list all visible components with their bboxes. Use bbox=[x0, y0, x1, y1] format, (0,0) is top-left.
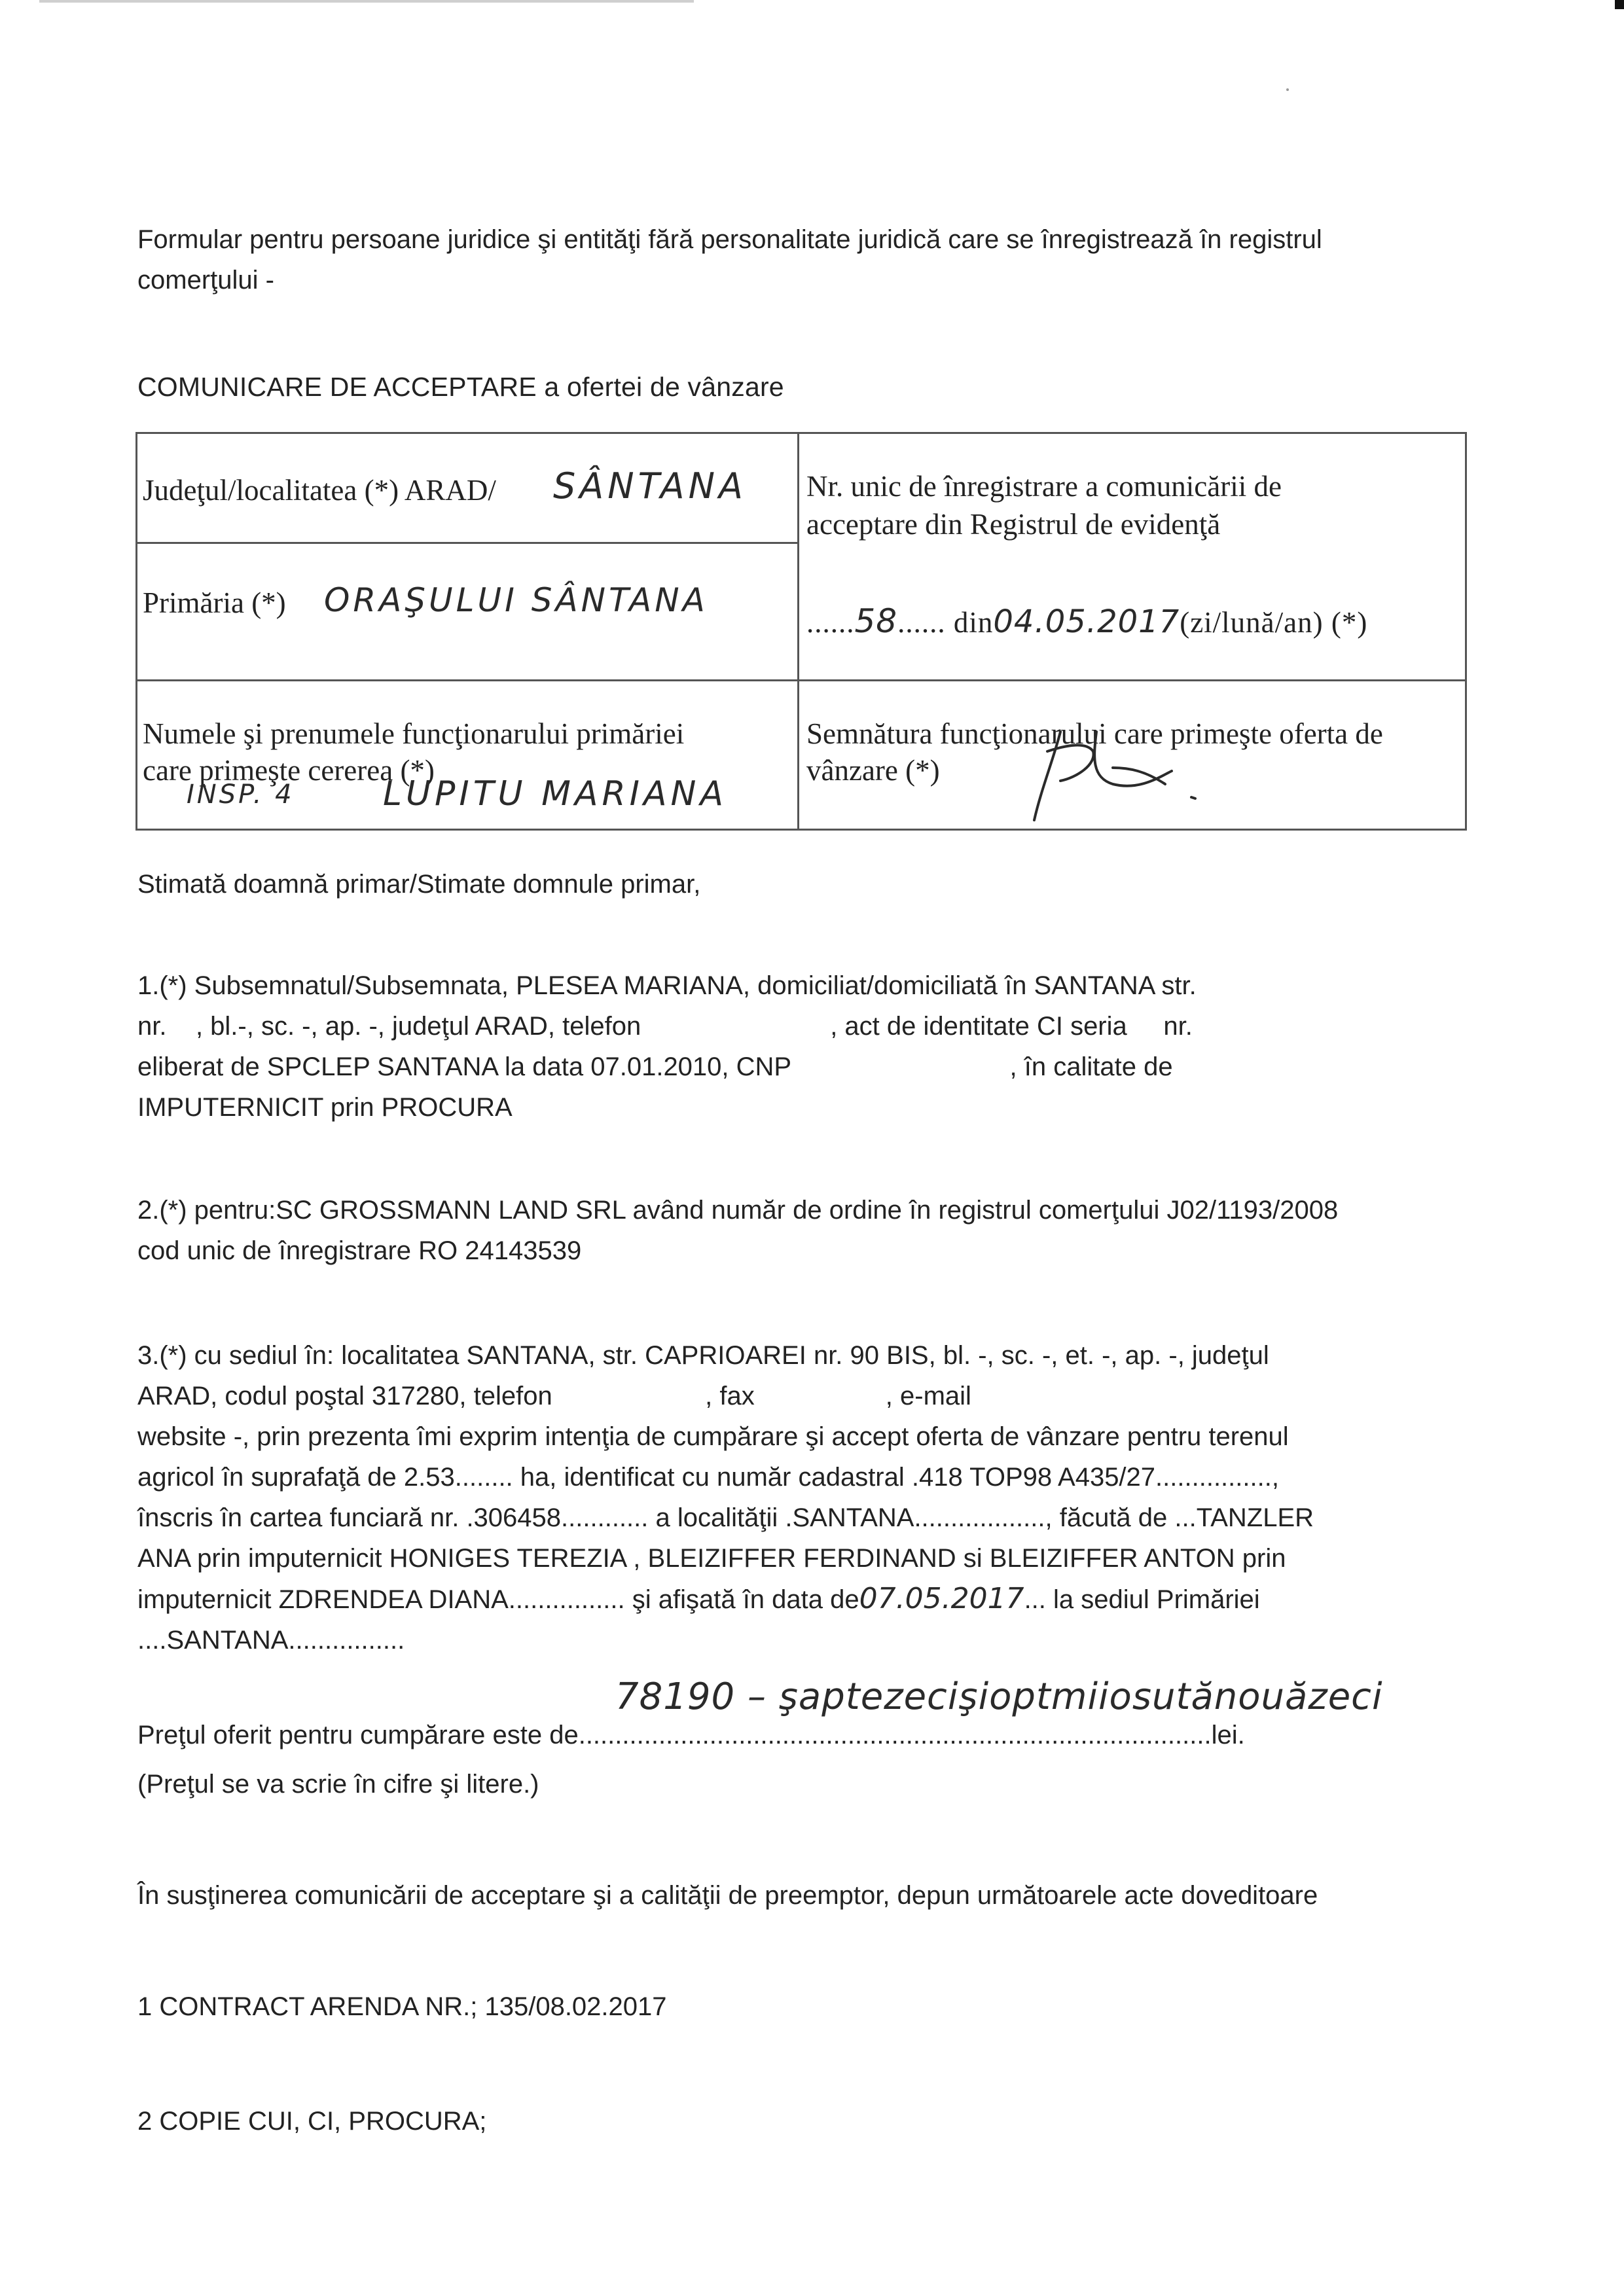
document-title-rest: a ofertei de vânzare bbox=[536, 372, 784, 402]
document-title-strong: COMUNICARE DE ACCEPTARE bbox=[137, 372, 537, 402]
primaria-label: Primăria (*) bbox=[143, 586, 286, 619]
price-unit: lei. bbox=[1211, 1721, 1245, 1749]
paragraph-1 bbox=[137, 965, 1512, 1128]
p3-line-2: ARAD, codul poştal 317280, telefon , fax , e-mail bbox=[137, 1376, 1512, 1416]
scan-corner-mark bbox=[1615, 0, 1624, 9]
nr-unic-format: (zi/lună/an) (*) bbox=[1180, 606, 1368, 639]
p2-line-2: cod unic de înregistrare RO 24143539 bbox=[137, 1236, 582, 1265]
p3-line-5: înscris în cartea funciară nr. .306458............ a localităţii .SANTANA.................., făcută de ...TANZLER bbox=[137, 1503, 1314, 1532]
primaria-handwritten: ORAŞULUI SÂNTANA bbox=[324, 581, 708, 619]
functionar-handwritten-title: INSP. 4 bbox=[187, 780, 295, 810]
nr-unic-date: 04.05.2017 bbox=[993, 603, 1180, 640]
form-header-line-2: comerţului - bbox=[137, 266, 274, 295]
functionar-label-2: care primeşte cererea (*) bbox=[143, 754, 435, 787]
scan-edge-line bbox=[39, 0, 694, 3]
semnatura-label-2: vânzare (*) bbox=[806, 754, 940, 787]
support-statement: În susţinerea comunicării de acceptare şi a calităţii de preemptor, depun următoarele acte doveditoare bbox=[137, 1881, 1318, 1910]
p3-line-7: imputernicit ZDRENDEA DIANA................ şi afişată în data de07.05.2017... la sediul Primăriei bbox=[137, 1582, 1260, 1615]
form-header-line-1: Formular pentru persoane juridice şi entităţi fără personalitate juridică care se înregistrează în registrul bbox=[137, 225, 1322, 254]
afisare-date-handwritten: 07.05.2017 bbox=[859, 1582, 1024, 1615]
table-divider-left-1 bbox=[137, 542, 797, 544]
functionar-label-1: Numele şi prenumele funcţionarului primăriei bbox=[143, 717, 685, 750]
salutation: Stimată doamnă primar/Stimate domnule primar, bbox=[137, 870, 701, 899]
p1-line-3: eliberat de SPCLEP SANTANA la data 07.01.2010, CNP , în calitate de bbox=[137, 1047, 1512, 1087]
scan-speck bbox=[1286, 88, 1289, 91]
nr-unic-value: 58 bbox=[854, 602, 898, 640]
p1-line-4: IMPUTERNICIT prin PROCURA bbox=[137, 1093, 513, 1122]
semnatura-label-1: Semnătura funcţionarului care primeşte oferta de bbox=[806, 717, 1383, 750]
price-note: (Preţul se va scrie în cifre şi litere.) bbox=[137, 1770, 539, 1799]
p1-line-2: nr. , bl.-, sc. -, ap. -, judeţul ARAD, telefon , act de identitate CI seria nr. bbox=[137, 1006, 1512, 1047]
nr-unic-label-2: acceptare din Registrul de evidenţă bbox=[806, 508, 1221, 541]
document-title bbox=[137, 367, 1512, 407]
price-label: Preţul oferit pentru cumpărare este de bbox=[137, 1721, 579, 1749]
p2-line-1: 2.(*) pentru:SC GROSSMANN LAND SRL având număr de ordine în registrul comerţului J02/1193/2008 bbox=[137, 1196, 1339, 1225]
functionar-handwritten-name: LUPITU MARIANA bbox=[383, 774, 728, 814]
price-handwritten: 78190 – şaptezecişioptmiiosutănouăzeci bbox=[615, 1676, 1383, 1718]
act-item-1: 1 CONTRACT ARENDA NR.; 135/08.02.2017 bbox=[137, 1992, 667, 2021]
judet-label: Judeţul/localitatea (*) ARAD/ bbox=[143, 474, 496, 507]
nr-unic-din: din bbox=[953, 606, 994, 639]
p3-line-1: 3.(*) cu sediul în: localitatea SANTANA, str. CAPRIOAREI nr. 90 BIS, bl. -, sc. -, et. -, ap. -, judeţul bbox=[137, 1341, 1269, 1370]
nr-unic-line: ......58...... din04.05.2017(zi/lună/an) (*) bbox=[806, 602, 1368, 640]
paragraph-2 bbox=[137, 1190, 1512, 1271]
nr-unic-label-1: Nr. unic de înregistrare a comunicării de bbox=[806, 470, 1282, 503]
p1-line-1: 1.(*) Subsemnatul/Subsemnata, PLESEA MARIANA, domiciliat/domiciliată în SANTANA str. bbox=[137, 971, 1197, 1000]
paragraph-3 bbox=[137, 1335, 1512, 1660]
judet-handwritten: SÂNTANA bbox=[553, 465, 747, 507]
table-divider-row-2 bbox=[137, 679, 1465, 681]
registration-table bbox=[135, 432, 1467, 831]
p3-line-4: agricol în suprafaţă de 2.53........ ha, identificat cu număr cadastral .418 TOP98 A435/27................, bbox=[137, 1463, 1279, 1492]
p3-line-8: ....SANTANA................ bbox=[137, 1626, 405, 1655]
p3-line-6: ANA prin imputernicit HONIGES TEREZIA , BLEIZIFFER FERDINAND si BLEIZIFFER ANTON prin bbox=[137, 1544, 1286, 1573]
price-line: Preţul oferit pentru cumpărare este de.......................................................................................lei. bbox=[137, 1721, 1245, 1749]
form-header bbox=[137, 219, 1512, 300]
act-item-2: 2 COPIE CUI, CI, PROCURA; bbox=[137, 2107, 487, 2136]
p3-line-3: website -, prin prezenta îmi exprim intenţia de cumpărare şi accept oferta de vânzare pentru terenul bbox=[137, 1422, 1289, 1451]
official-signature bbox=[1015, 706, 1204, 823]
table-divider-vertical bbox=[797, 434, 799, 829]
